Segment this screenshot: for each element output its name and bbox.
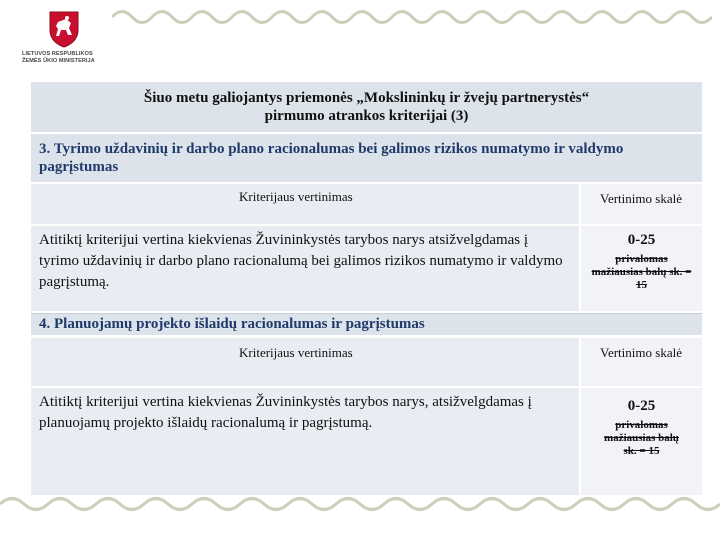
scale-column-header: Vertinimo skalė <box>600 191 682 206</box>
section-3-header-row <box>31 184 702 224</box>
criteria-body-cell <box>31 226 579 311</box>
criteria-body-cell <box>31 388 579 495</box>
title-line-2: pirmumo atrankos kriterijai (3) <box>264 108 469 124</box>
struck-minimum-score: privalomas mažiausias balų sk. = 15 <box>604 419 679 457</box>
section-3-body-row <box>31 226 702 311</box>
title-line-1: Šiuo metu galiojantys priemonės „Mokslininkų ir žvejų partnerystės“ <box>143 90 590 106</box>
section-4-heading: 4. Planuojamų projekto išlaidų racionalumas ir pagrįstumas <box>31 313 702 335</box>
logo-text <box>22 51 95 64</box>
logo-line-2: ŽEMĖS ŪKIO MINISTERIJA <box>22 57 95 64</box>
scale-header-cell <box>579 338 702 386</box>
criteria-header-cell <box>31 338 579 386</box>
criteria-column-header: Kriterijaus vertinimas <box>239 345 353 360</box>
scale-body-cell <box>579 226 702 311</box>
ministry-logo <box>22 8 112 72</box>
criteria-column-header: Kriterijaus vertinimas <box>239 189 353 204</box>
scale-header-cell <box>579 184 702 224</box>
logo-line-1: LIETUVOS RESPUBLIKOS <box>22 51 93 57</box>
ornament-border-top <box>112 6 712 28</box>
criteria-description: Atitiktį kriterijui vertina kiekvienas Žuvininkystės tarybos narys, atsižvelgdamas į planuojamų projekto išlaidų racionalumą ir pagrįstumą. <box>39 394 532 431</box>
criteria-description: Atitiktį kriterijui vertina kiekvienas Žuvininkystės tarybos narys atsižvelgdamas į tyrimo uždavinių ir darbo plano racionalumą bei galimos rizikos numatymo ir valdymo pagrįstumą. <box>39 232 563 290</box>
section-4-header-row <box>31 338 702 386</box>
struck-minimum-score: privalomas mažiausias balų sk. = 15 <box>591 253 692 291</box>
score-range: 0-25 <box>627 232 656 248</box>
score-range: 0-25 <box>627 398 656 414</box>
scale-column-header: Vertinimo skalė <box>600 345 682 360</box>
page-title <box>31 82 702 132</box>
lithuanian-coat-of-arms-icon <box>44 8 84 48</box>
section-4-body-row <box>31 388 702 495</box>
section-3-heading: 3. Tyrimo uždavinių ir darbo plano racionalumas bei galimos rizikos numatymo ir valdymo pagrįstumas <box>31 134 702 182</box>
criteria-header-cell <box>31 184 579 224</box>
ornament-border-bottom <box>0 493 720 515</box>
scale-body-cell <box>579 388 702 495</box>
